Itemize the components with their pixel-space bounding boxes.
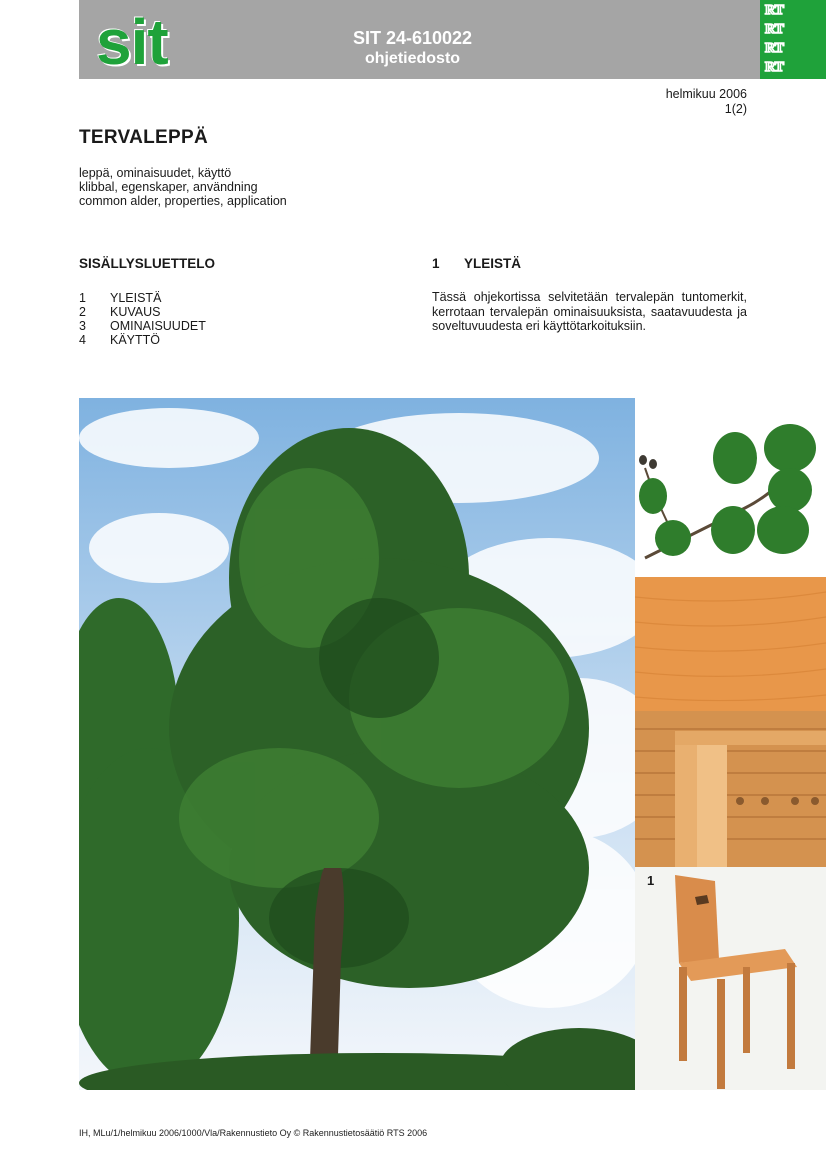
page-title: TERVALEPPÄ (79, 127, 208, 148)
svg-text:RT: RT (765, 41, 784, 56)
toc-item (79, 333, 160, 347)
alder-tree-photo (79, 398, 635, 1090)
toc-item-number: 1 (79, 291, 86, 305)
sit-logo: sit (96, 6, 168, 78)
toc-item-label: YLEISTÄ (110, 291, 162, 305)
page-number: 1(2) (724, 102, 747, 116)
doc-number: SIT 24-610022 (352, 28, 473, 48)
svg-text:RT: RT (765, 3, 784, 18)
toc-item-number: 2 (79, 305, 86, 319)
toc-item-number: 3 (79, 319, 86, 333)
toc-heading: SISÄLLYSLUETTELO (79, 256, 216, 271)
footer-credit: IH, MLu/1/helmikuu 2006/1000/Vla/Rakennustieto Oy © Rakennustietosäätiö RTS 2006 (79, 1128, 428, 1138)
section-number: 1 (432, 256, 440, 271)
doc-type: ohjetiedosto (364, 50, 461, 67)
alder-chair-photo (635, 867, 826, 1090)
section-heading: YLEISTÄ (464, 256, 522, 271)
toc-item (79, 291, 161, 305)
svg-text:RT: RT (765, 60, 784, 75)
toc-item-label: KUVAUS (110, 305, 161, 319)
toc-item-number: 4 (79, 333, 86, 347)
rt-logo-icon (760, 0, 826, 79)
alder-leaves-photo (635, 398, 826, 577)
svg-text:RT: RT (765, 22, 784, 37)
doc-date: helmikuu 2006 (665, 87, 747, 101)
toc-item (79, 319, 206, 333)
toc-item-label: KÄYTTÖ (110, 333, 161, 347)
section-body-text: Tässä ohjekortissa selvitetään tervalepän tuntomerkit, kerrotaan tervalepän ominaisuuksista, saatavuudesta ja soveltuvuudesta eri käyttötarkoituksiin. (432, 290, 747, 334)
toc-item (79, 305, 160, 319)
keywords-fi: leppä, ominaisuudet, käyttö (79, 166, 232, 180)
keywords-sv: klibbal, egenskaper, användning (79, 180, 258, 194)
alder-wood-grain-photo (635, 577, 826, 711)
keywords-en: common alder, properties, application (79, 194, 287, 208)
figure-number: 1 (647, 873, 655, 888)
toc-item-label: OMINAISUUDET (110, 319, 206, 333)
alder-interior-shelf-photo (635, 711, 826, 867)
